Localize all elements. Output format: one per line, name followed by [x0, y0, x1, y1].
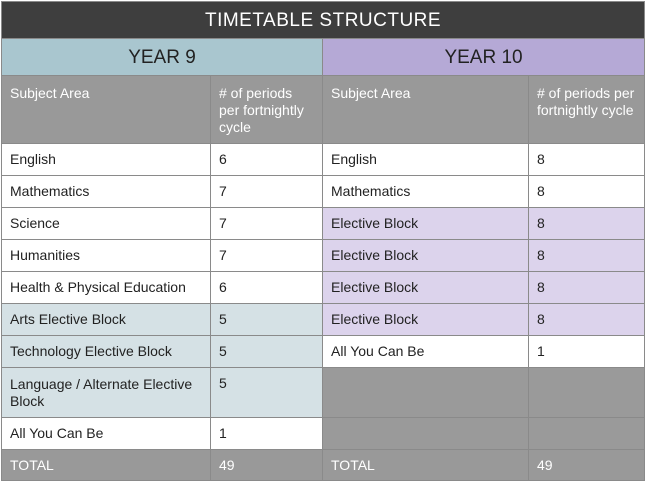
- year10-periods: 8: [529, 272, 645, 304]
- year10-periods-header: # of periods per fortnightly cycle: [529, 76, 645, 144]
- year9-periods: 5: [211, 368, 323, 418]
- table-row: [2, 336, 645, 368]
- year10-periods: 8: [529, 176, 645, 208]
- timetable-table: [1, 1, 645, 481]
- year9-periods: 7: [211, 208, 323, 240]
- year10-periods: 8: [529, 240, 645, 272]
- year9-subject: Science: [2, 208, 211, 240]
- year10-periods: 8: [529, 144, 645, 176]
- table-title: TIMETABLE STRUCTURE: [2, 2, 645, 39]
- table-row: [2, 418, 645, 450]
- year9-subject: Technology Elective Block: [2, 336, 211, 368]
- table-row: [2, 144, 645, 176]
- year10-subject: Elective Block: [323, 208, 529, 240]
- table-row: [2, 368, 645, 418]
- year9-periods: 5: [211, 336, 323, 368]
- year9-subject: Humanities: [2, 240, 211, 272]
- year10-subject: Elective Block: [323, 304, 529, 336]
- year9-periods: 7: [211, 240, 323, 272]
- year10-periods: 8: [529, 208, 645, 240]
- year9-subject: Health & Physical Education: [2, 272, 211, 304]
- year9-total-label: TOTAL: [2, 450, 211, 481]
- year10-subject: Elective Block: [323, 240, 529, 272]
- table-row: [2, 304, 645, 336]
- year10-subject: Mathematics: [323, 176, 529, 208]
- year9-subject: All You Can Be: [2, 418, 211, 450]
- year10-periods: 8: [529, 304, 645, 336]
- year9-subject: Language / Alternate Elective Block: [2, 368, 211, 418]
- table-row: [2, 272, 645, 304]
- year9-periods: 6: [211, 144, 323, 176]
- year10-subject: All You Can Be: [323, 336, 529, 368]
- year9-subject-header: Subject Area: [2, 76, 211, 144]
- year9-periods: 1: [211, 418, 323, 450]
- year10-empty-cell: [529, 368, 645, 418]
- year10-heading: YEAR 10: [323, 39, 645, 76]
- year9-subject: Mathematics: [2, 176, 211, 208]
- year9-periods: 5: [211, 304, 323, 336]
- year10-subject: Elective Block: [323, 272, 529, 304]
- year10-subject-header: Subject Area: [323, 76, 529, 144]
- year9-periods: 7: [211, 176, 323, 208]
- year9-subject: Arts Elective Block: [2, 304, 211, 336]
- year9-periods-header: # of periods per fortnightly cycle: [211, 76, 323, 144]
- year9-subject: English: [2, 144, 211, 176]
- year9-periods: 6: [211, 272, 323, 304]
- year10-total-value: 49: [529, 450, 645, 481]
- table-row: [2, 240, 645, 272]
- year9-total-value: 49: [211, 450, 323, 481]
- year10-total-label: TOTAL: [323, 450, 529, 481]
- year10-empty-cell: [323, 368, 529, 418]
- year10-subject: English: [323, 144, 529, 176]
- year10-empty-cell: [529, 418, 645, 450]
- total-row: [2, 450, 645, 481]
- table-row: [2, 176, 645, 208]
- year10-periods: 1: [529, 336, 645, 368]
- year10-empty-cell: [323, 418, 529, 450]
- year9-heading: YEAR 9: [2, 39, 323, 76]
- table-row: [2, 208, 645, 240]
